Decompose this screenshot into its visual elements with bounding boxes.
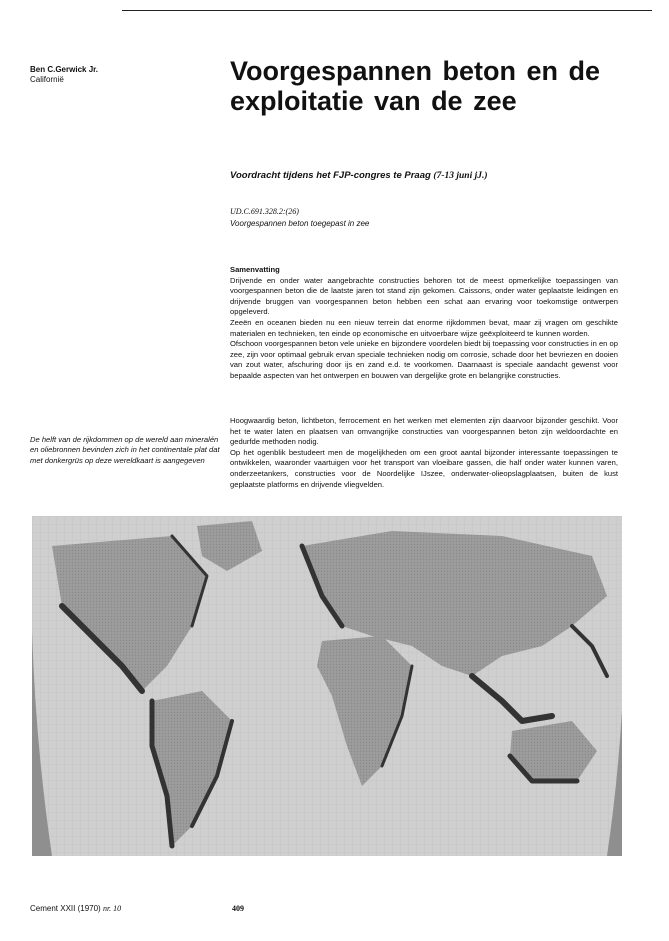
udc-code: UD.C.691.328.2:(26) — [230, 207, 299, 216]
journal-number: nr. 10 — [102, 904, 122, 913]
top-rule — [122, 10, 652, 11]
world-map-image — [32, 516, 622, 856]
author-place: Californië — [30, 75, 64, 84]
udc-description: Voorgespannen beton toegepast in zee — [230, 219, 370, 228]
abstract-heading: Samenvatting — [230, 265, 280, 274]
body-paragraph: Op het ogenblik bestudeert men de mogelijkheden om een groot aantal bijzonder interessante toepassingen te ontwikkelen, waaronder vaartuigen voor het transport van vloeibare gassen, die half onder water kunnen varen, onderzeetankers, constructies voor de Noordelijke IJszee, onderwater-olieopslagplaatsen, buiten de kust geplaatste platforms en drijvende vliegvelden. — [230, 447, 618, 489]
author-block — [30, 65, 98, 85]
world-map-figure — [32, 516, 622, 856]
article-title: Voorgespannen beton en de exploitatie van de zee — [230, 56, 601, 116]
subtitle-text: Voordracht tijdens het FJP-congres te Praag — [230, 170, 431, 181]
subtitle-dates: (7-13 juni jJ.) — [433, 171, 488, 181]
udc-block — [230, 206, 650, 230]
article-subtitle — [230, 170, 650, 181]
footer-journal — [30, 904, 121, 913]
body-paragraph: Hoogwaardig beton, lichtbeton, ferrocement en het werken met elementen zijn daarvoor bijzonder geschikt. Voor het te water laten en plaatsen van omvangrijke constructies van voorgespannen beton zijn weldoordachte en gedurfde methoden nodig. — [230, 416, 618, 447]
figure-caption: De helft van de rijkdommen op de wereld aan mineralén en oliebronnen bevinden zich in het continentale plat dat met donkergrüs op deze wereldkaart is aangegeven — [30, 435, 220, 465]
abstract-paragraph: Zeeën en oceanen bieden nu een nieuw terrein dat enorme rijkdommen bevat, maar zij vragen om geschikte materialen en technieken, ten einde op economische en uitvoerbare wijze geëxploiteerd te kunnen worden. — [230, 317, 618, 338]
abstract-paragraph: Drijvende en onder water aangebrachte constructies behoren tot de meest opmerkelijke toepassingen van voorgespannen beton die de laatste jaren tot stand zijn gekomen. Caissons, onder water geplaatste leidingen en drijvende bruggen van voorgespannen beton hebben een schat aan ervaring voor toekomstige ontwerpen opgeleverd. — [230, 275, 618, 317]
abstract — [230, 265, 618, 382]
body-text — [230, 416, 618, 490]
author-name: Ben C.Gerwick Jr. — [30, 65, 99, 74]
journal-name: Cement XXII (1970) — [30, 904, 101, 913]
abstract-paragraph: Ofschoon voorgespannen beton vele unieke en bijzondere voordelen biedt bij toepassing voor constructies in en op zee, zijn voor optimaal gebruik ervan speciale technieken nodig om corrosie, schade door het bevriezen en dooien van zout water, afschuring door ijs en zand e.d. te voorkomen. Daarnaast is speciale aandacht gewenst voor bepaalde aspecten van het ontwerpen en bouwen van dergelijke grote en belangrijke constructies. — [230, 339, 618, 380]
page-number: 409 — [232, 904, 244, 913]
